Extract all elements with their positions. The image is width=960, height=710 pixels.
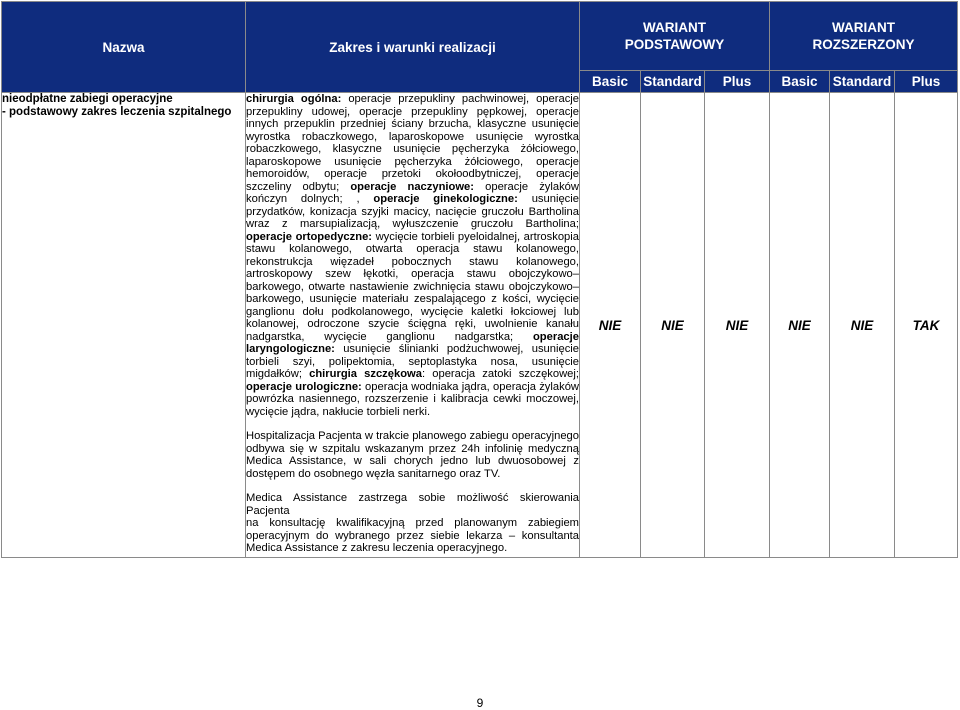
benefit-name-line2: - podstawowy zakres leczenia szpitalnego bbox=[2, 105, 232, 118]
category-operacje-ginekologiczne: operacje ginekologiczne: bbox=[373, 193, 518, 205]
procedures-chirurgia-ogolna: operacje przepukliny pachwinowej, operacje przepukliny udowej, operacje przepukliny pępkowej, operacje innych przepuklin przedniej ściany brzucha, klasyczne usunięcie wyrostka robaczkowego, laparoskopowe usunięcie wyrostka robaczkowego, klasyczne usunięcie pęcherzyka żółciowego, laparoskopowe usunięcie pęcherzyka żółciowego, operacje hemoroidów, operacje przetoki okołoodbytniczej, operacje szczeliny odbytu; bbox=[246, 93, 579, 193]
column-header-zakres bbox=[246, 2, 580, 93]
referral-text-part1: Medica Assistance zastrzega sobie możliwość skierowania Pacjenta bbox=[246, 492, 579, 517]
value-podstawowy-standard: NIE bbox=[641, 93, 705, 558]
column-header-wariant-rozszerzony bbox=[770, 2, 958, 71]
referral-text-part2: na konsultację kwalifikacyjną przed planowanym zabiegiem operacyjnym do wybranego przez siebie lekarza – konsultanta Medica Assistance z zakresu leczenia operacyjnego. bbox=[246, 517, 579, 554]
subheader-rozszerzony-standard: Standard bbox=[830, 71, 895, 93]
procedures-szczekowa: : operacja zatoki szczękowej; bbox=[421, 368, 579, 380]
subheader-rozszerzony-basic: Basic bbox=[770, 71, 830, 93]
value-podstawowy-plus: NIE bbox=[705, 93, 770, 558]
category-operacje-urologiczne: operacje urologiczne: bbox=[246, 380, 362, 393]
wariant-rozszerzony-line1: WARIANT bbox=[832, 20, 896, 35]
benefit-name-line1: nieodpłatne zabiegi operacyjne bbox=[2, 93, 173, 105]
benefits-table bbox=[1, 1, 958, 558]
column-header-wariant-podstawowy bbox=[580, 2, 770, 71]
value-podstawowy-basic: NIE bbox=[580, 93, 641, 558]
procedures-naczyniowe: operacje żylaków kończyn dolnych; , bbox=[246, 180, 579, 205]
value-rozszerzony-plus: TAK bbox=[895, 93, 958, 558]
category-operacje-naczyniowe: operacje naczyniowe: bbox=[350, 180, 475, 193]
value-rozszerzony-standard: NIE bbox=[830, 93, 895, 558]
subheader-podstawowy-standard: Standard bbox=[641, 71, 705, 93]
benefit-name-cell bbox=[2, 93, 246, 558]
category-operacje-ortopedyczne: operacje ortopedyczne: bbox=[246, 230, 373, 243]
procedures-ginekologiczne: usunięcie przydatków, konizacja szyjki macicy, nacięcie gruczołu Bartholina wraz z marsupializacją, wyłuszczenie gruczołu Bartholina; bbox=[246, 193, 579, 230]
procedures-laryngologiczne: usunięcie ślinianki podżuchwowej, usunięcie torbieli szyi, polipektomia, septoplastyka nosa, usunięcie migdałków; bbox=[246, 343, 579, 380]
column-header-nazwa-text: Nazwa bbox=[102, 39, 145, 55]
scope-procedures-paragraph bbox=[246, 93, 579, 418]
hospitalization-paragraph: Hospitalizacja Pacjenta w trakcie planowego zabiegu operacyjnego odbywa się w szpitalu wskazanym przez 24h infolinię medyczną Medica Assistance, w sali chorych jedno lub dwuosobowej z dostępem do osobnego węzła sanitarnego oraz TV. bbox=[246, 430, 579, 480]
subheader-rozszerzony-plus: Plus bbox=[895, 71, 958, 93]
column-header-zakres-text: Zakres i warunki realizacji bbox=[329, 39, 496, 55]
referral-paragraph bbox=[246, 492, 579, 555]
procedures-ortopedyczne: wycięcie torbieli pyeloidalnej, artroskopia stawu kolanowego, otwarta operacja stawu kolanowego, rekonstrukcja więzadeł pobocznych stawu kolanowego, artroskopowy szew łękotki, operacja stawu obojczykowo–barkowego, otwarte nastawienie zwichnięcia stawu obojczykowo–barkowego, usunięcie materiału zespalającego z kości, wycięcie ganglionu dołu podkolanowego, wycięcie kaletki łokciowej lub kolanowej, odroczone szycie ścięgna ręki, uwolnienie kanału nadgarstka, wycięcie ganglionu nadgarstka; bbox=[246, 230, 579, 343]
wariant-podstawowy-line1: WARIANT bbox=[643, 20, 706, 35]
category-chirurgia-ogolna: chirurgia ogólna: bbox=[246, 93, 342, 105]
page-number: 9 bbox=[476, 696, 484, 710]
subheader-podstawowy-plus: Plus bbox=[705, 71, 770, 93]
category-chirurgia-szczekowa: chirurgia szczękowa bbox=[309, 368, 422, 380]
procedures-urologiczne: operacja wodniaka jądra, operacja żylaków powrózka nasiennego, rozszerzenie i kalibracja cewki moczowej, wycięcie jądra, nakłucie torbieli nerki. bbox=[246, 380, 579, 418]
subheader-podstawowy-basic: Basic bbox=[580, 71, 641, 93]
column-header-nazwa bbox=[2, 2, 246, 93]
value-rozszerzony-basic: NIE bbox=[770, 93, 830, 558]
wariant-rozszerzony-line2: ROZSZERZONY bbox=[812, 37, 915, 52]
benefit-scope-cell bbox=[246, 93, 580, 558]
wariant-podstawowy-line2: PODSTAWOWY bbox=[624, 37, 725, 52]
category-operacje-laryngologiczne: operacje laryngologiczne: bbox=[246, 330, 579, 355]
table-row bbox=[2, 93, 958, 558]
